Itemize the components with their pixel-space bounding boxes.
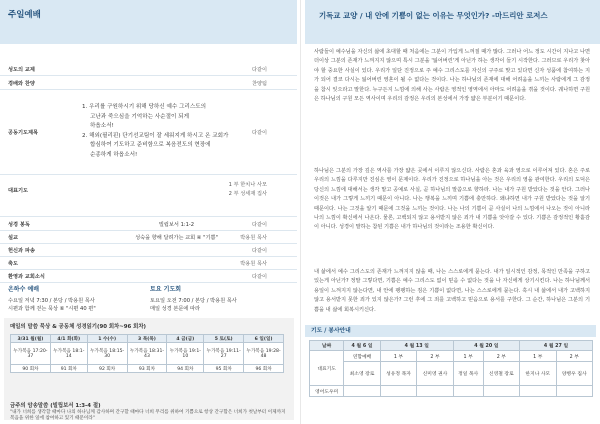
order-row [0,245,297,257]
duty-cell: 2 부 [483,351,519,362]
order-label: 환영과 교회소식 [8,274,45,280]
bible-header-cell: 1 수(수) [87,335,127,343]
duty-cell: 연합예배 [344,351,380,362]
duty-cell [453,386,483,397]
prayer-line: 1. 우리를 구원하시기 위해 당하신 예수 그리스도의 [82,104,207,110]
article-paragraph: 내 삶에서 예수 그리스도의 존재가 느껴지지 않을 때, 나는 스스로에게 묻는다. 내가 일시적인 감정, 목적인 만족을 구하고 있는게 아닌가? 정말 그렇다면, 기쁨은 예수 그리스도 없이 믿음 수 없다는 것을 나 자신에게 상기시킨다. 나는 하나님께서 용일이 느껴지지 않는다면, 내 안에 팽팽하는 짐은 기쁨이 없다면, 나는 스스로에게 묻는다. 혹시 내 삶에서 내가 고백하지 않고 용서받지 못한 죄가 있지 않은가? 그런 후에 그 죄를 고백하고 믿음으로 용서를 구한다. 그 순간, 하나님은 그분의 기쁨을 내 삶에 회복시키신다. [314,269,590,313]
wed-title: 온하수 예배 [8,286,40,293]
prayer-line: 2. 해외(필리핀) 단기선교팀이 잘 세워지게 하시고 온 교회가 [82,132,229,139]
order-right: 다같이 [251,274,267,280]
bible-cell: 누가복음 19:11-27 [204,343,244,365]
bible-cell: 96 회차 [244,365,284,373]
order-right: 다같이 [251,222,267,228]
order-label: 성경 봉독 [8,222,30,228]
duty-name: 최소영 장로 [344,362,380,386]
order-row [0,232,297,244]
bible-cell: 누가복음 18:15-30 [87,343,127,365]
order-row [0,219,297,231]
order-right: 박용원 목사 [240,261,267,267]
duty-cell [520,386,556,397]
order-middle: 성숙을 향해 달려가는 교회 ④ "기쁨" [135,235,218,241]
sat-line: 토요일 오전 7:00 / 본당 / 박용원 목사 [150,297,237,304]
bible-cell: 누가복음 18:31-43 [127,343,167,365]
representative-prayer [0,179,297,217]
order-row [0,78,297,90]
order-right: 찬양팀 [251,81,267,87]
bible-header-cell: 4 금(금) [167,335,204,343]
prayer-line: 순종하게 하옵소서! [90,151,138,158]
article-paragraph: 사람들이 예수님을 자신의 삶에 초대할 때 처음에는 그분이 가입게 느껴질 때가 많다. 그러나 어느 정도 시간이 지나고 나면 더이상 그분의 존재가 느껴지지 않으며 특시 그분을 '잃어버린'게 아닌가 하는 생각이 들기 시작한다. 그러므로 우리가 찾아야 할 중요한 사실이 있다. 우리가 일단 진정으로 주 예수 그리스도를 자신의 구주로 맞고 있다면 신자 성품에 참여하는 지가 되어 결코 다시는 잃어버린 영혼이 될 수 없다는 것이다. 나는 하나님의 존재에 대해 어려움을 느끼는 사람에게 그 감정을 참시 잊으라고 말한다. 누구든지 느낌에 의해 사는 사람은 영적인 영역에서 아마도 어려움을 겪을 것이다. 궤나하면 구원은 하나님의 구원 모든 역사이며 우리의 감정은 우리의 본성에서 가장 얇은 부분이기 때문이다. [314,49,590,103]
bible-cell: 누가복음 19:1-10 [167,343,204,365]
wednesday-service [8,286,148,314]
memory-verse-title: 금주의 암송말씀 (빌립보서 1:3-4 절) [10,403,101,409]
bible-cell: 94 회차 [167,365,204,373]
order-right: 박용원 목사 [240,235,267,241]
wed-line: 시편과 함께 걷는 묵상 ⑥ "시편 40 편" [8,306,96,313]
duty-name: 한지나 사모 [520,362,556,386]
duty-row-label: 영어도우미 [310,386,344,397]
bible-header-cell: 4/1 화(화) [50,335,87,343]
bible-header-cell: 5 토(토) [204,335,244,343]
order-row [0,271,297,283]
bible-cell: 누가복음 17:20-37 [11,343,51,365]
order-right: 다같이 [251,67,267,73]
order-middle: 빌립보서 1:1-2 [158,222,195,228]
page-divider [300,0,301,424]
article-title: 기독교 교양 / 내 안에 기쁨이 없는 이유는 무엇인가? -마드리안 로저스 [319,11,548,20]
bible-reading-box [4,318,294,420]
bible-header-cell: 3/31 월(월) [11,335,51,343]
bible-title: 매일의 말씀 묵상 & 공동체 성경읽기(90 회차~96 회차) [10,324,147,330]
duty-title: 기도 / 봉사안내 [305,325,596,337]
saturday-prayer [150,286,290,314]
duty-header-cell: 날짜 [310,341,344,351]
order-label: 설교 [8,235,19,241]
rep-label: 대표기도 [8,188,29,194]
duty-header-cell: 4 월 27 일 [520,341,593,351]
order-right: 다같이 [251,248,267,254]
bible-header-cell: 3 목(목) [127,335,167,343]
duty-cell [344,386,380,397]
duty-row-label: 대표기도 [310,351,344,386]
duty-cell [380,386,416,397]
worship-title: 주일예배 [8,10,41,20]
order-label: 헌신과 파송 [8,248,35,254]
prayer-line: 합심하여 기도하고 준비함으로 복음전도의 현장에 [90,142,211,149]
bible-cell: 93 회차 [127,365,167,373]
duty-cell: 1 부 [453,351,483,362]
duty-table [309,340,593,397]
order-label: 경배와 찬양 [8,81,35,87]
bible-cell: 90 회차 [11,365,51,373]
duty-name: 양병우 집사 [556,362,592,386]
sat-line: 매일 성경 본문에 따라 [150,306,201,313]
order-label: 축도 [8,261,19,267]
duty-cell: 1 부 [380,351,416,362]
duty-header-cell: 4 월 13 일 [380,341,453,351]
duty-name: 성유정 목자 [380,362,416,386]
duty-cell: 2 부 [556,351,592,362]
duty-cell [417,386,453,397]
duty-cell [483,386,519,397]
article-title-bar [305,0,600,44]
prayer-line: 하옵소서! [90,123,114,130]
duty-name: 신영철 장로 [483,362,519,386]
worship-title-bar [0,0,297,44]
duty-cell: 1 부 [520,351,556,362]
rep-first: 1 부 한치나 사모 [228,182,267,188]
wed-line: 수요일 저녁 7:30 / 본당 / 박용원 목사 [8,297,95,304]
prayer-right: 다같이 [251,130,267,136]
order-row [0,64,297,76]
bible-cell: 누가복음 18:1-14 [50,343,87,365]
prayer-label: 공동기도제목 [8,130,39,136]
bible-cell: 누가복음 19:28-48 [244,343,284,365]
sat-title: 토요 기도회 [150,286,182,293]
bible-cell: 92 회차 [87,365,127,373]
bible-cell: 95 회차 [204,365,244,373]
duty-header-cell: 4 월 20 일 [453,341,519,351]
bible-header-cell: 6 일(일) [244,335,284,343]
duty-name: 신미영 권사 [417,362,453,386]
memory-verse-text: "내가 너희를 생각할 때마다 나의 하나님께 감사하며 간구할 때마다 너희 무리를 위하여 기쁨으로 항상 간구함은 너희가 첫날부터 이제까지 복음을 위한 일에 참여하고 있기 때문이라" [10,410,286,421]
duty-cell [556,386,592,397]
rep-second: 2 부 성세재 집사 [228,191,267,197]
duty-name: 정일 목사 [453,362,483,386]
order-label: 성도의 교제 [8,67,35,73]
duty-cell: 2 부 [417,351,453,362]
bible-cell: 91 회차 [50,365,87,373]
duty-header-cell: 4 월 6 일 [344,341,380,351]
order-row [0,258,297,270]
bible-table [10,334,284,373]
prayer-list [82,103,252,161]
article-paragraph: 하나님은 그분의 가장 깊은 역사를 가장 얇은 곳에서 이루지 않으신다. 사람은 혼과 육과 영으로 이루어져 있다. 혼은 주로 우리의 느낌을 다루지만 진심은 영이 문제이다. 우리가 진정으로 하나님을 아는 것은 우리의 영을 관여한다. 우리의 도덕은 당신의 느낌에 대해서는 생각 맡고 공예로 사실, 곧 하나님의 말씀으로 향하라. 나는 내가 구원 받았다는 것을 안다. 그러나 이것은 내가 그렇게 느끼기 때문이 아니다. 나는 행복을 느끼며 기쁨에 충만하다. 왜냐하면 내가 구원 받았다는 것을 알기 때문이다. 나는 그것을 알기 때문에 그것을 느끼는 것이다. 나는 나의 기쁨이 곧 사실이 나의 느낌에서 나오는 것이 아니라 나의 느낌이 확신에서 나온다. 물론, 고백되지 않고 용서받지 않은 죄가 내 기쁨을 앗아갈 수 있다. 기쁨은 감정적인 황홀감이 아니다. 성경이 말하는 참된 기쁨은 내가 하나님의 것이라는 조용한 확신이다. [314,168,590,231]
common-prayer [0,93,297,175]
prayer-line: 고난과 죽으심을 기억하는 사순절이 되게 [90,113,189,120]
